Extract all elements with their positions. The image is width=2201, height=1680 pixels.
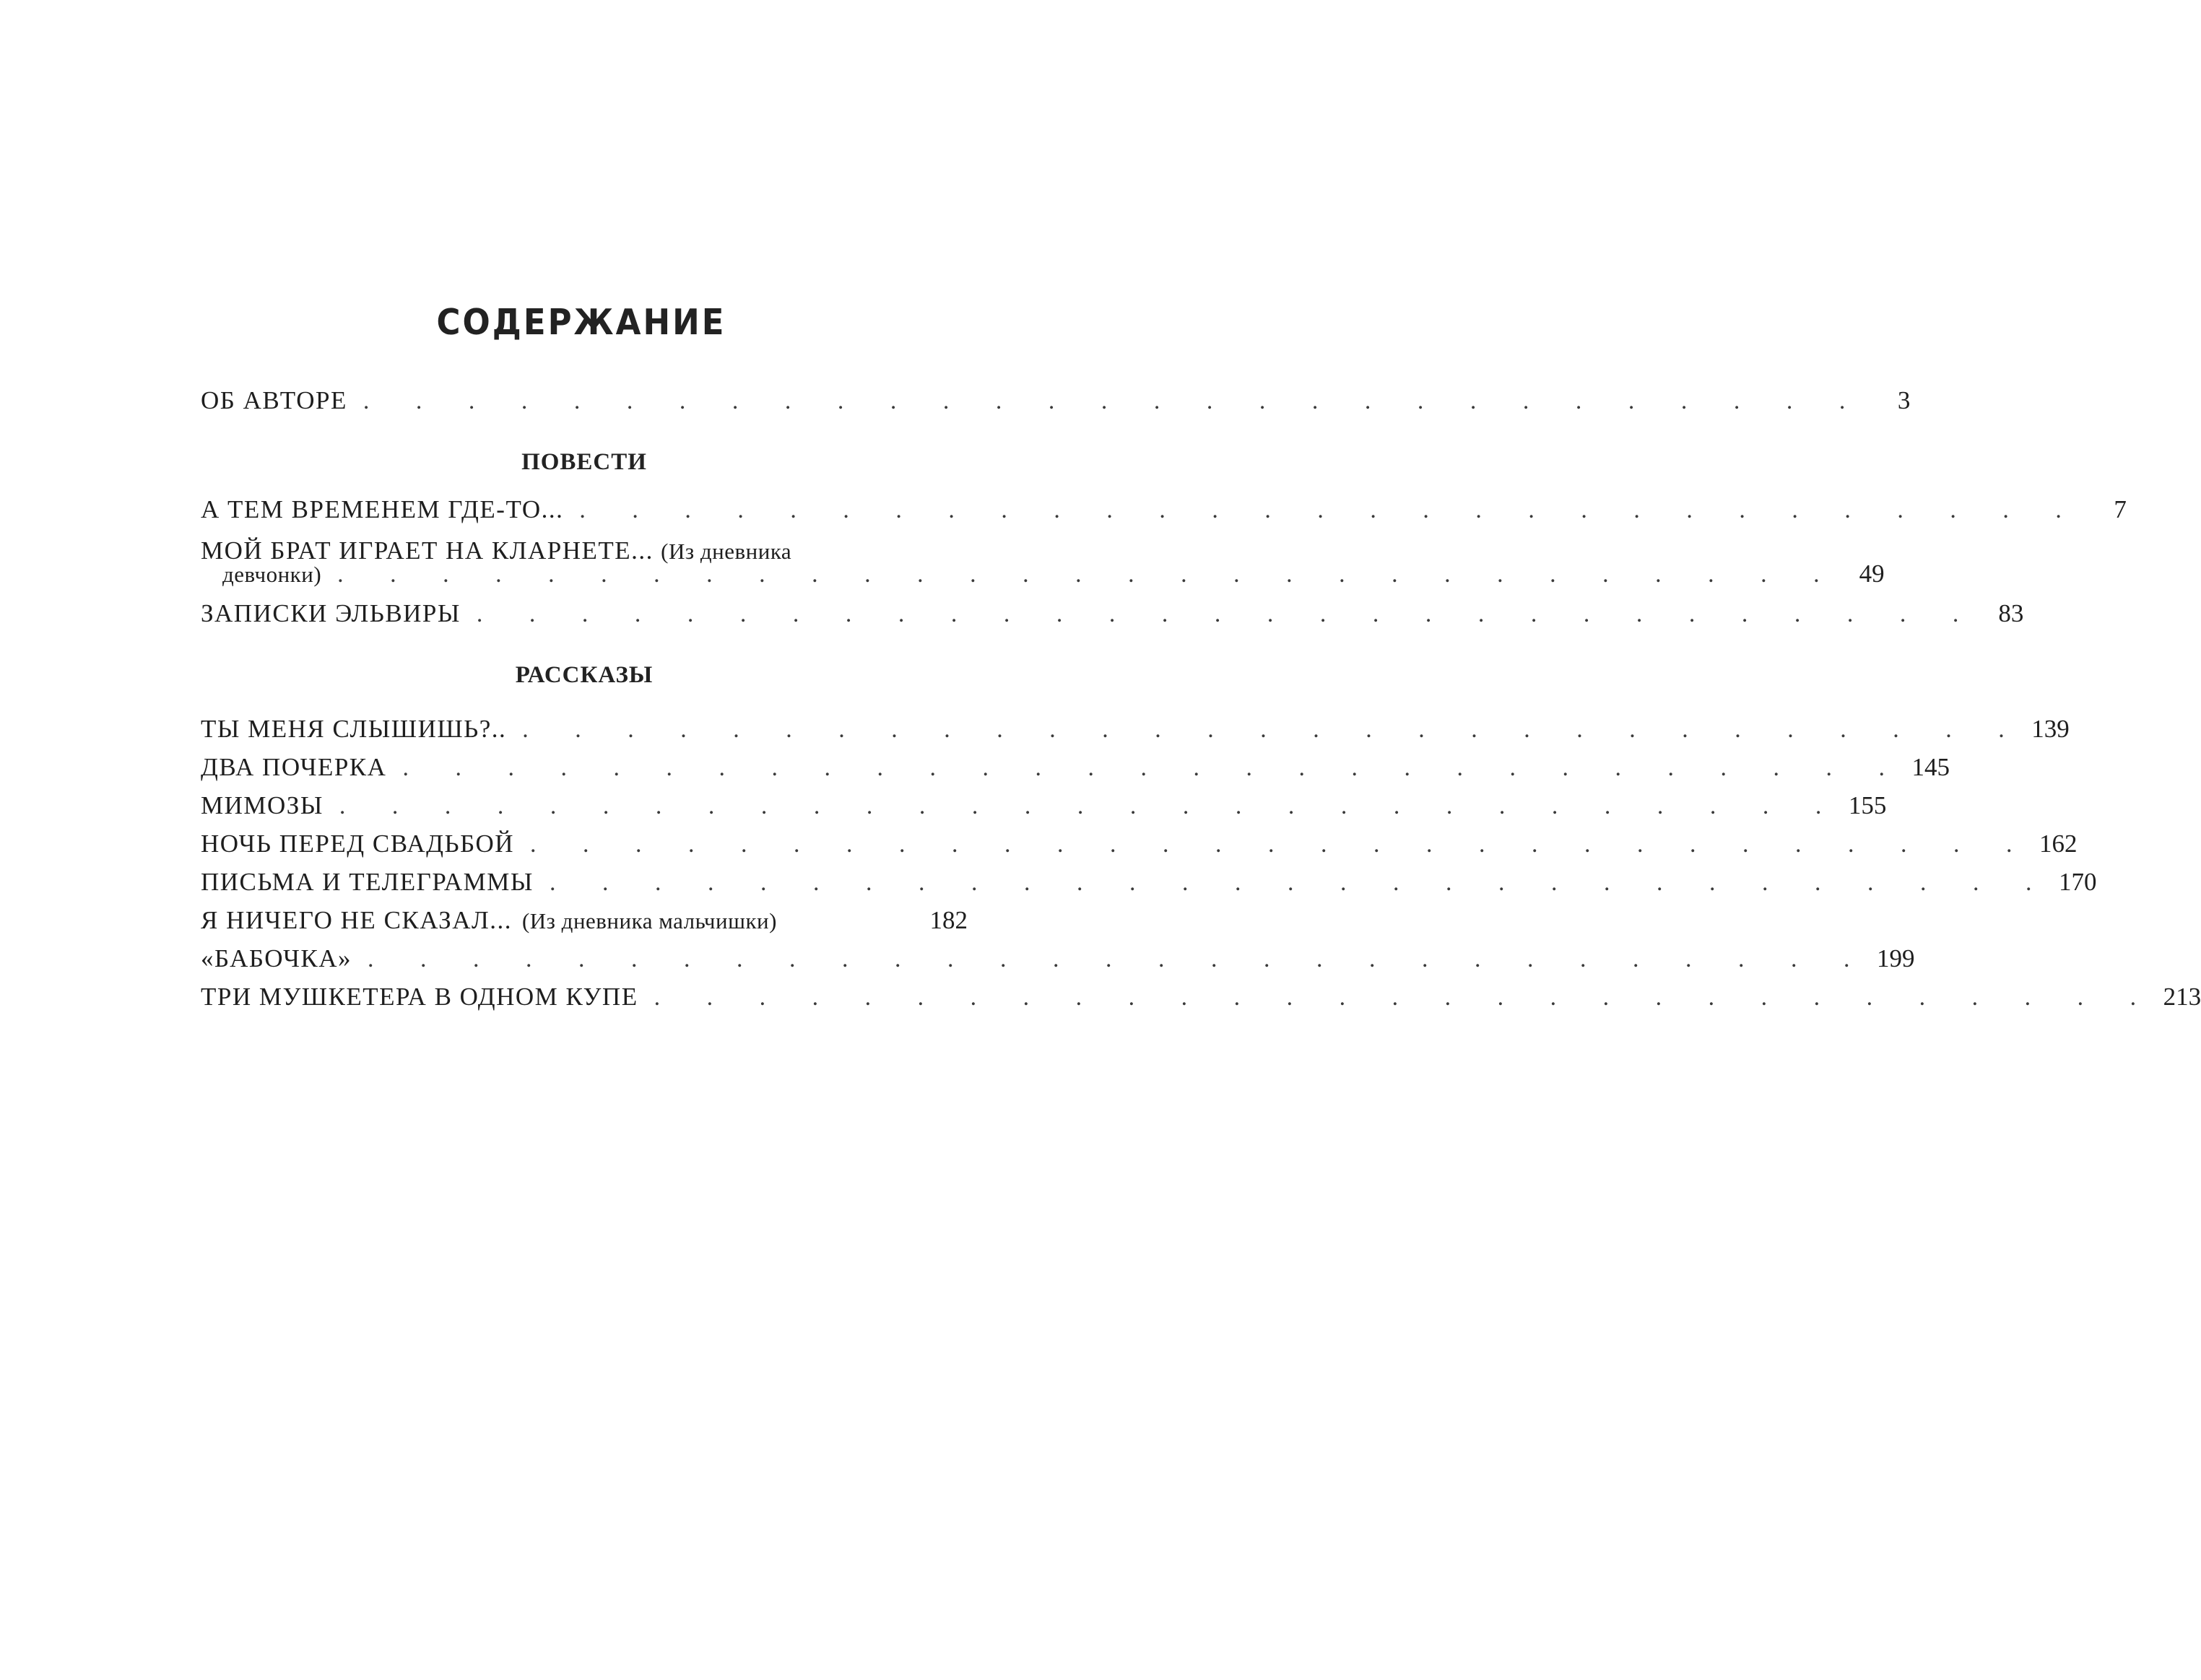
dot-leader: . . . . . . . . . . . . . . . . . . . . . . . . . . . . . (368, 946, 1870, 972)
dot-leader: . . . . . . . . . . . . . . . . . . . . . . . . . . . . . (530, 831, 2033, 858)
toc-entry-label: ТРИ МУШКЕТЕРА В ОДНОМ КУПЕ (201, 983, 638, 1011)
toc-entry-label: ДВА ПОЧЕРКА (201, 753, 387, 781)
toc-page-number: 170 (2058, 868, 2097, 896)
toc-entry-label: ТЫ МЕНЯ СЛЫШИШЬ?.. (201, 715, 507, 743)
toc-entry[interactable] (201, 830, 2078, 863)
toc-entry[interactable] (201, 791, 1887, 824)
toc-entry-label: МИМОЗЫ (201, 791, 324, 819)
toc-entry-label: ЗАПИСКИ ЭЛЬВИРЫ (201, 599, 461, 627)
toc-page-number: 3 (1897, 386, 1911, 414)
toc-entry[interactable] (201, 906, 968, 939)
toc-entry[interactable] (201, 983, 2201, 1016)
dot-leader: . . . . . . . . . . . . . . . . . . . . . . . . . . . . . (476, 601, 1979, 627)
dot-leader: . . . . . . . . . . . . . . . . . . . . . . . . . . . . . (337, 561, 1840, 588)
toc-page-number: 7 (2114, 495, 2127, 523)
dot-leader: . . . . . . . . . . . . . . . . . . . . . . . . . . . . . (549, 869, 2052, 896)
toc-entry-label: МОЙ БРАТ ИГРАЕТ НА КЛАРНЕТЕ... (201, 536, 654, 565)
toc-entry-about-author[interactable] (201, 386, 1911, 419)
dot-leader: . . . . . . . . . . . . . . . . . . . . . . . . . . . . . (339, 793, 1842, 819)
toc-entry[interactable] (201, 753, 1950, 786)
toc-page-number: 139 (2031, 715, 2070, 743)
page-title: СОДЕРЖАНИЕ (436, 301, 726, 344)
toc-entry-label: Я НИЧЕГО НЕ СКАЗАЛ... (201, 906, 512, 934)
toc-entry-label: «БАБОЧКА» (201, 944, 352, 972)
toc-entry[interactable] (201, 599, 2024, 632)
toc-entry[interactable] (201, 495, 2127, 528)
dot-leader: . . . . . . . . . . . . . . . . . . . . . . . . . . . . . (579, 497, 2082, 523)
dot-leader: . . . . . . . . . . . . . . . . . . . . . . . . . . . . . (522, 716, 2025, 743)
dot-leader: . . . . . . . . . . . . . . . . . . . . . . . . . . . . . (654, 984, 2157, 1011)
section-heading-rasskazy: РАССКАЗЫ (515, 662, 654, 688)
toc-page-number: 213 (2163, 983, 2201, 1011)
toc-page-number: 155 (1848, 791, 1887, 819)
toc-entry-label: А ТЕМ ВРЕМЕНЕМ ГДЕ-ТО... (201, 495, 564, 523)
toc-page-number: 145 (1911, 753, 1950, 781)
toc-entry-note-continued: девчонки) (222, 562, 322, 587)
toc-entry-label: НОЧЬ ПЕРЕД СВАДЬБОЙ (201, 830, 515, 858)
toc-entry-note: (Из дневника (661, 539, 792, 564)
toc-entry[interactable] (201, 944, 1915, 978)
toc-page-number: 162 (2039, 830, 2078, 858)
section-heading-povesti: ПОВЕСТИ (521, 449, 647, 475)
toc-page-number: 83 (1998, 599, 2024, 627)
toc-entry-note: (Из дневника мальчишки) (521, 908, 777, 933)
toc-entry-label: ОБ АВТОРЕ (201, 386, 347, 414)
dot-leader: . . . . . . . . . . . . . . . . . . . . . . . . . . . . . (402, 754, 1905, 781)
toc-page-number: 182 (929, 906, 968, 934)
toc-entry-continuation[interactable] (201, 560, 1885, 593)
toc-entry[interactable] (201, 868, 2097, 901)
dot-leader: . . . . . . . . . . . . . . . . . . . . . . . . . . . . . (363, 388, 1866, 414)
toc-page-number: 199 (1877, 944, 1915, 972)
toc-page-number: 49 (1859, 560, 1885, 588)
toc-entry-label: ПИСЬМА И ТЕЛЕГРАММЫ (201, 868, 534, 896)
toc-entry[interactable] (201, 715, 2070, 748)
